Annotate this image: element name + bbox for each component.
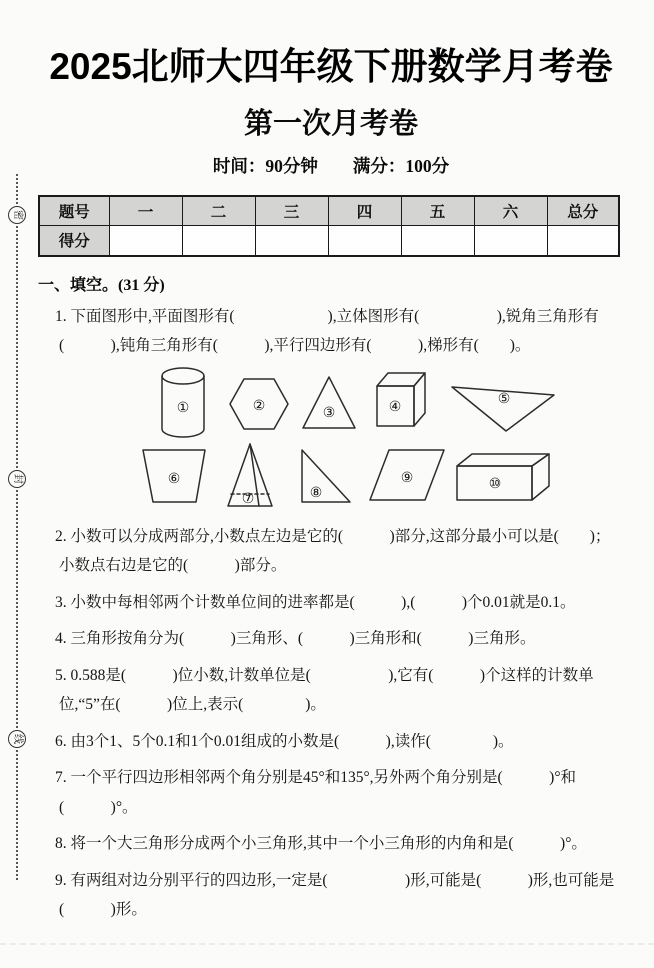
shape-label: ⑩: [488, 476, 502, 492]
score-table-score-row: [39, 226, 619, 256]
seal-mark-xian: 线: [8, 730, 26, 748]
header-cell-4: 四: [328, 196, 401, 226]
shape-label: ⑥: [167, 471, 181, 487]
header-cell-3: 三: [255, 196, 328, 226]
question-4: [38, 624, 624, 654]
score-table-header-row: [39, 196, 619, 226]
shape-cube: [375, 369, 427, 429]
seal-mark-feng: 封: [8, 470, 26, 488]
question-1: [38, 302, 624, 361]
question-line: ( )°。: [59, 798, 138, 816]
question-9: [38, 866, 624, 925]
question-line: 9. 有两组对边分别平行的四边形,一定是( )形,可能是( )形,也可能是: [55, 871, 615, 889]
shape-label: ④: [388, 399, 402, 415]
shape-pyramid: [225, 441, 275, 509]
shape-label: ⑧: [309, 485, 323, 501]
shape-label: ⑦: [241, 491, 255, 507]
shape-right-triangle: [298, 447, 352, 505]
question-line: 位,“5”在( )位上,表示( )。: [59, 696, 326, 714]
shape-label: ②: [252, 398, 266, 414]
header-cell-question-no: 题号: [39, 196, 109, 226]
section-heading-fill-blanks: 一、填空。(31 分): [38, 276, 165, 294]
question-3: [38, 588, 624, 618]
question-line: ( ),钝角三角形有( ),平行四边形有( ),梯形有( )。: [59, 337, 531, 355]
question-line: 5. 0.588是( )位小数,计数单位是( ),它有( )个这样的计数单: [55, 666, 594, 684]
exam-info: 时间：90分钟 满分：100分: [212, 155, 450, 176]
shape-cylinder: [160, 367, 206, 439]
shapes-figure: [38, 363, 624, 515]
score-table: [38, 195, 620, 257]
question-line: 4. 三角形按角分为( )三角形、( )三角形和( )三角形。: [55, 630, 536, 648]
score-cell: [109, 226, 182, 256]
question-line: ( )形。: [59, 901, 147, 919]
score-row-label: 得分: [39, 226, 109, 256]
question-5: [38, 661, 624, 720]
question-7: [38, 763, 624, 822]
shape-label: ⑤: [497, 391, 511, 407]
score-cell: [474, 226, 547, 256]
question-line: 6. 由3个1、5个0.1和1个0.01组成的小数是( ),读作( )。: [55, 732, 514, 750]
shape-acute-triangle: [300, 373, 358, 431]
question-line: 8. 将一个大三角形分成两个小三角形,其中一个小三角形的内角和是( )°。: [55, 835, 587, 853]
exam-subtitle: 第一次月考卷: [243, 107, 418, 140]
page-title: 2025北师大四年级下册数学月考卷: [49, 46, 613, 87]
header-cell-1: 一: [109, 196, 182, 226]
page-bottom-edge: [0, 943, 654, 945]
question-line: 2. 小数可以分成两部分,小数点左边是它的( )部分,这部分最小可以是( )；: [55, 527, 611, 545]
question-8: [38, 829, 624, 859]
header-cell-5: 五: [401, 196, 474, 226]
shape-label: ⑨: [400, 470, 414, 486]
score-cell: [547, 226, 619, 256]
header-cell-6: 六: [474, 196, 547, 226]
score-cell: [255, 226, 328, 256]
content-area: [0, 46, 654, 925]
score-cell: [182, 226, 255, 256]
score-cell: [401, 226, 474, 256]
shape-label: ③: [322, 405, 336, 421]
header-cell-2: 二: [182, 196, 255, 226]
header-cell-total: 总分: [547, 196, 619, 226]
shape-obtuse-triangle: [450, 377, 556, 433]
shape-label: ①: [176, 400, 190, 416]
shape-trapezoid: [140, 447, 208, 505]
shape-hexagon: [228, 377, 290, 431]
question-line: 1. 下面图形中,平面图形有( ),立体图形有( ),锐角三角形有: [55, 307, 599, 325]
seal-mark-mi: 密: [8, 206, 26, 224]
score-cell: [328, 226, 401, 256]
exam-paper-page: [0, 46, 654, 968]
shape-cuboid: [455, 451, 551, 503]
question-line: 7. 一个平行四边形相邻两个角分别是45°和135°,另外两个角分别是( )°和: [55, 769, 577, 787]
shape-parallelogram: [368, 447, 446, 503]
question-2: [38, 522, 624, 581]
question-6: [38, 727, 624, 757]
question-line: 小数点右边是它的( )部分。: [59, 557, 287, 575]
question-line: 3. 小数中每相邻两个计数单位间的进率都是( ),( )个0.01就是0.1。: [55, 593, 576, 611]
